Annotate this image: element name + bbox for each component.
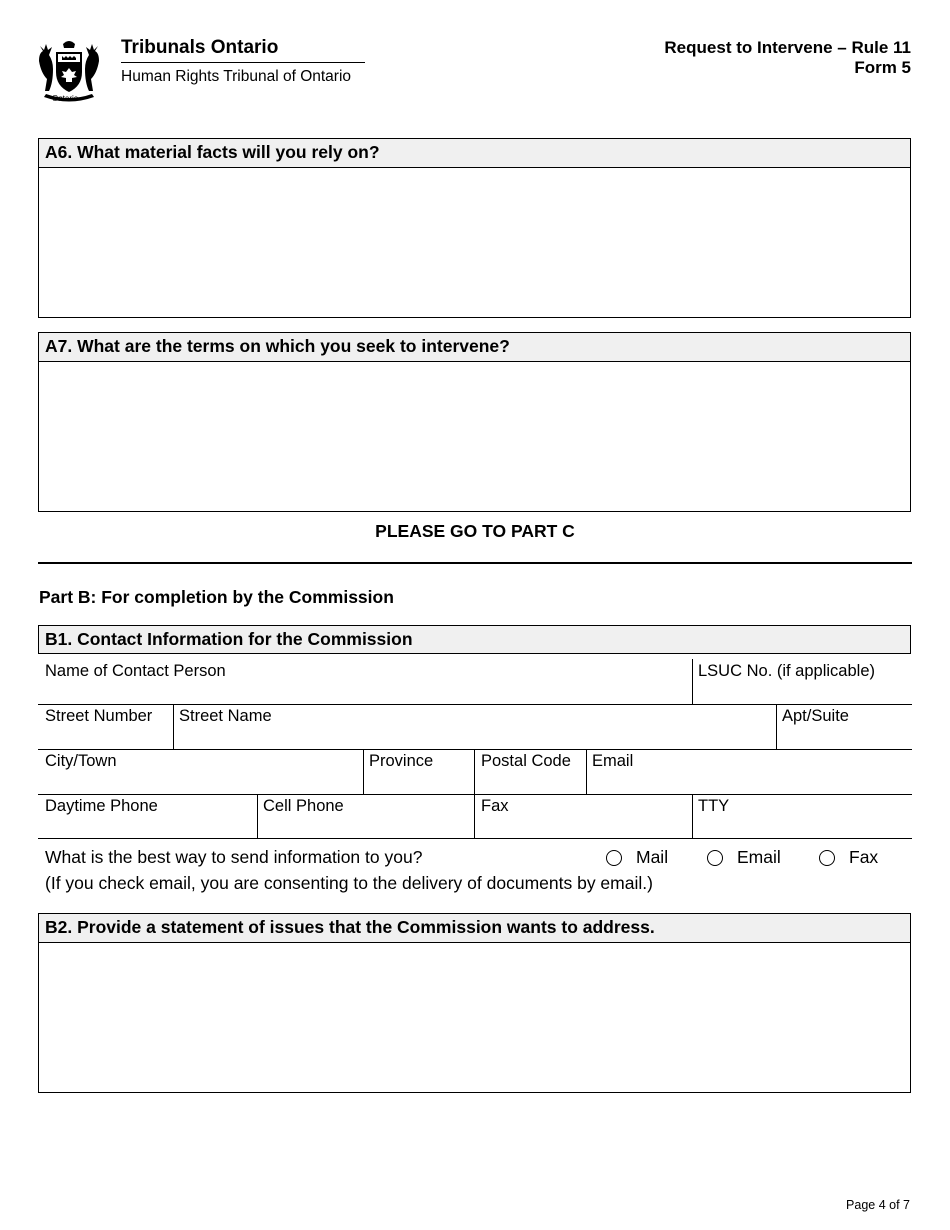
fax-field[interactable]: Fax	[481, 797, 509, 815]
radio-icon[interactable]	[707, 850, 723, 866]
contact-option-label: Mail	[636, 847, 669, 867]
contact-option-label: Email	[737, 847, 781, 867]
form-title-rule: Request to Intervene – Rule 11	[664, 38, 911, 57]
email-consent-note: (If you check email, you are consenting to the delivery of documents by email.)	[45, 873, 653, 893]
grid-line	[776, 704, 777, 749]
street-number-field[interactable]: Street Number	[45, 707, 153, 725]
section-divider	[38, 562, 912, 564]
street-name-field[interactable]: Street Name	[179, 707, 272, 725]
lsuc-number-field[interactable]: LSUC No. (if applicable)	[698, 662, 875, 680]
grid-line	[38, 794, 912, 795]
grid-line	[474, 749, 475, 794]
section-a7	[38, 332, 911, 512]
org-divider	[121, 62, 365, 63]
radio-icon[interactable]	[819, 850, 835, 866]
contact-person-field[interactable]: Name of Contact Person	[45, 662, 226, 680]
section-b2	[38, 913, 911, 1093]
grid-line	[474, 794, 475, 838]
cell-phone-field[interactable]: Cell Phone	[263, 797, 344, 815]
logo-caption: Ontario	[52, 94, 79, 103]
grid-line	[173, 704, 174, 749]
page-number: Page 4 of 7	[846, 1198, 910, 1212]
contact-option-label: Fax	[849, 847, 879, 867]
grid-line	[692, 794, 693, 838]
grid-line	[38, 749, 912, 750]
contact-preference-question: What is the best way to send information to you?	[45, 847, 423, 867]
grid-line	[38, 838, 912, 839]
contact-option-fax[interactable]	[819, 847, 878, 868]
contact-option-email[interactable]	[707, 847, 781, 868]
section-b2-heading: B2. Provide a statement of issues that the Commission wants to address.	[39, 914, 910, 943]
grid-line	[692, 659, 693, 704]
issues-statement-textarea[interactable]	[39, 943, 910, 1092]
intervention-terms-textarea[interactable]	[39, 362, 910, 511]
tty-field[interactable]: TTY	[698, 797, 730, 815]
contact-option-mail[interactable]	[606, 847, 668, 868]
grid-line	[257, 794, 258, 838]
section-a6-heading: A6. What material facts will you rely on?	[39, 139, 910, 168]
city-town-field[interactable]: City/Town	[45, 752, 117, 770]
go-to-part-c-instruction: PLEASE GO TO PART C	[375, 521, 575, 541]
section-a6	[38, 138, 911, 318]
org-name: Tribunals Ontario	[121, 37, 279, 58]
apt-suite-field[interactable]: Apt/Suite	[782, 707, 849, 725]
grid-line	[363, 749, 364, 794]
form-number: Form 5	[854, 58, 911, 77]
section-a7-heading: A7. What are the terms on which you seek to intervene?	[39, 333, 910, 362]
material-facts-textarea[interactable]	[39, 168, 910, 317]
grid-line	[586, 749, 587, 794]
grid-line	[38, 704, 912, 705]
radio-icon[interactable]	[606, 850, 622, 866]
daytime-phone-field[interactable]: Daytime Phone	[45, 797, 158, 815]
section-b1-heading: B1. Contact Information for the Commission	[39, 626, 910, 653]
email-field[interactable]: Email	[592, 752, 634, 770]
org-subtitle: Human Rights Tribunal of Ontario	[121, 68, 352, 85]
part-b-title: Part B: For completion by the Commission	[39, 587, 394, 607]
province-field[interactable]: Province	[369, 752, 434, 770]
form-title	[664, 38, 911, 78]
postal-code-field[interactable]: Postal Code	[481, 752, 571, 770]
section-b1	[38, 625, 911, 654]
